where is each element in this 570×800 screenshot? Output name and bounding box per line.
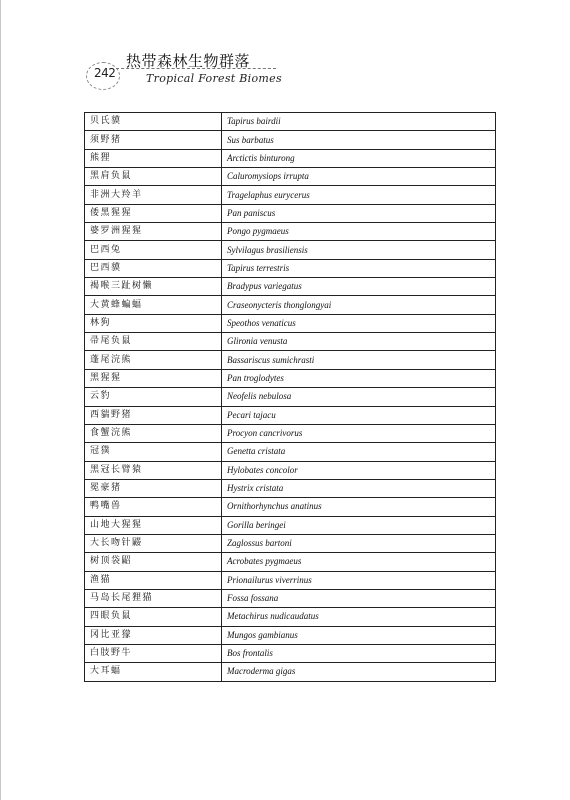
book-title-chinese: 热带森林生物群落: [126, 52, 251, 70]
common-name-cell: 熊狸: [85, 149, 222, 167]
table-row: [85, 296, 496, 314]
scientific-name-cell: Caluromysiops irrupta: [222, 168, 496, 186]
scientific-name-cell: Arctictis binturong: [222, 149, 496, 167]
scientific-name-cell: Gorilla beringei: [222, 516, 496, 534]
common-name-cell: 黑肩负鼠: [85, 168, 222, 186]
species-table-body: [85, 113, 496, 682]
scientific-name-cell: Fossa fossana: [222, 589, 496, 607]
common-name-cell: 树顶袋鼦: [85, 553, 222, 571]
table-row: [85, 608, 496, 626]
common-name-cell: 西貒野猪: [85, 406, 222, 424]
table-row: [85, 223, 496, 241]
scientific-name-cell: Tapirus bairdii: [222, 113, 496, 131]
table-row: [85, 443, 496, 461]
scientific-name-cell: Hystrix cristata: [222, 479, 496, 497]
common-name-cell: 须野猪: [85, 131, 222, 149]
table-row: [85, 479, 496, 497]
common-name-cell: 婆罗洲猩猩: [85, 223, 222, 241]
table-row: [85, 388, 496, 406]
scientific-name-cell: Tragelaphus eurycerus: [222, 186, 496, 204]
table-row: [85, 204, 496, 222]
common-name-cell: 冠獛: [85, 443, 222, 461]
table-row: [85, 626, 496, 644]
scientific-name-cell: Craseonycteris thonglongyai: [222, 296, 496, 314]
common-name-cell: 冕豪猪: [85, 479, 222, 497]
scientific-name-cell: Hylobates concolor: [222, 461, 496, 479]
table-row: [85, 314, 496, 332]
page-number: 242: [94, 66, 116, 80]
scientific-name-cell: Sus barbatus: [222, 131, 496, 149]
table-row: [85, 461, 496, 479]
header-divider: [116, 68, 276, 69]
common-name-cell: 大长吻针鼹: [85, 534, 222, 552]
common-name-cell: 冈比亚獴: [85, 626, 222, 644]
scientific-name-cell: Neofelis nebulosa: [222, 388, 496, 406]
scientific-name-cell: Tapirus terrestris: [222, 259, 496, 277]
common-name-cell: 大耳蝠: [85, 663, 222, 681]
scientific-name-cell: Mungos gambianus: [222, 626, 496, 644]
common-name-cell: 黑猩猩: [85, 369, 222, 387]
common-name-cell: 黑冠长臂猿: [85, 461, 222, 479]
common-name-cell: 云豹: [85, 388, 222, 406]
common-name-cell: 褐喉三趾树懒: [85, 278, 222, 296]
table-row: [85, 424, 496, 442]
species-table: [84, 112, 496, 682]
table-row: [85, 498, 496, 516]
common-name-cell: 帚尾负鼠: [85, 333, 222, 351]
scientific-name-cell: Prionailurus viverrinus: [222, 571, 496, 589]
table-row: [85, 663, 496, 681]
table-row: [85, 259, 496, 277]
scientific-name-cell: Macroderma gigas: [222, 663, 496, 681]
scientific-name-cell: Sylvilagus brasiliensis: [222, 241, 496, 259]
table-row: [85, 534, 496, 552]
scientific-name-cell: Ornithorhynchus anatinus: [222, 498, 496, 516]
common-name-cell: 巴西貘: [85, 259, 222, 277]
common-name-cell: 巴西兔: [85, 241, 222, 259]
scientific-name-cell: Speothos venaticus: [222, 314, 496, 332]
table-row: [85, 168, 496, 186]
scientific-name-cell: Pongo pygmaeus: [222, 223, 496, 241]
page-header: [0, 0, 570, 100]
book-title-english: Tropical Forest Biomes: [146, 72, 282, 85]
scientific-name-cell: Pan paniscus: [222, 204, 496, 222]
table-row: [85, 406, 496, 424]
scientific-name-cell: Bradypus variegatus: [222, 278, 496, 296]
scientific-name-cell: Bassariscus sumichrasti: [222, 351, 496, 369]
common-name-cell: 非洲大羚羊: [85, 186, 222, 204]
table-row: [85, 553, 496, 571]
common-name-cell: 贝氏貘: [85, 113, 222, 131]
table-row: [85, 644, 496, 662]
common-name-cell: 渔猫: [85, 571, 222, 589]
table-row: [85, 278, 496, 296]
scientific-name-cell: Metachirus nudicaudatus: [222, 608, 496, 626]
scientific-name-cell: Pan troglodytes: [222, 369, 496, 387]
common-name-cell: 食蟹浣熊: [85, 424, 222, 442]
scientific-name-cell: Glironia venusta: [222, 333, 496, 351]
common-name-cell: 林狗: [85, 314, 222, 332]
table-row: [85, 149, 496, 167]
table-row: [85, 241, 496, 259]
table-row: [85, 589, 496, 607]
table-row: [85, 186, 496, 204]
common-name-cell: 马岛长尾狸猫: [85, 589, 222, 607]
scientific-name-cell: Zaglossus bartoni: [222, 534, 496, 552]
page-edge-line: [0, 0, 1, 800]
table-row: [85, 333, 496, 351]
common-name-cell: 鸭嘴兽: [85, 498, 222, 516]
common-name-cell: 山地大猩猩: [85, 516, 222, 534]
common-name-cell: 四眼负鼠: [85, 608, 222, 626]
common-name-cell: 大黄蜂蝙蝠: [85, 296, 222, 314]
scientific-name-cell: Genetta cristata: [222, 443, 496, 461]
table-row: [85, 351, 496, 369]
table-row: [85, 516, 496, 534]
scientific-name-cell: Bos frontalis: [222, 644, 496, 662]
table-row: [85, 369, 496, 387]
table-row: [85, 571, 496, 589]
common-name-cell: 倭黑猩猩: [85, 204, 222, 222]
table-row: [85, 113, 496, 131]
common-name-cell: 白肢野牛: [85, 644, 222, 662]
scientific-name-cell: Procyon cancrivorus: [222, 424, 496, 442]
scientific-name-cell: Pecari tajacu: [222, 406, 496, 424]
table-row: [85, 131, 496, 149]
common-name-cell: 蓬尾浣熊: [85, 351, 222, 369]
scientific-name-cell: Acrobates pygmaeus: [222, 553, 496, 571]
